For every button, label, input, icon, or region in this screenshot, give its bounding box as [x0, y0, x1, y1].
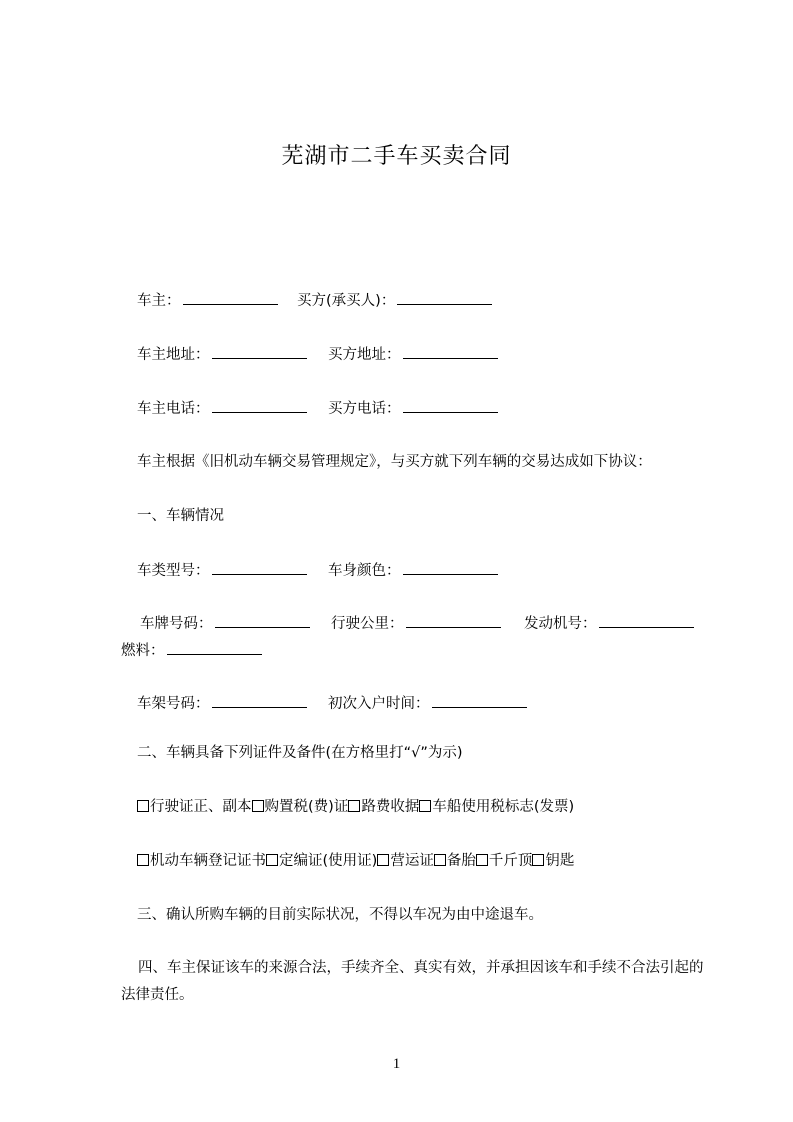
checkbox[interactable] — [434, 854, 446, 866]
doc-item: 千斤顶 — [488, 853, 533, 869]
plate-label: 车牌号码： — [140, 616, 213, 632]
checkbox[interactable] — [476, 854, 488, 866]
vehicle-model-field — [137, 560, 307, 581]
doc-item: 备胎 — [446, 853, 476, 869]
preamble: 车主根据《旧机动车辆交易管理规定》，与买方就下列车辆的交易达成如下协议： — [137, 454, 652, 470]
page-number: 1 — [392, 1056, 401, 1072]
engine-field — [524, 613, 694, 634]
plate-blank — [215, 613, 310, 628]
buyer-phone-field — [328, 398, 498, 419]
first-reg-label: 初次入户时间： — [328, 696, 430, 712]
doc-item: 购置税(费)证 — [264, 799, 349, 815]
checkbox[interactable] — [266, 854, 278, 866]
mileage-blank — [406, 613, 501, 628]
body-color-field — [328, 560, 498, 581]
vin-label: 车架号码： — [137, 696, 210, 712]
body-color-label: 车身颜色： — [328, 563, 401, 579]
doc-item: 定编证(使用证) — [279, 853, 378, 869]
checkbox[interactable] — [419, 800, 431, 812]
buyer-label: 买方(承买人)： — [297, 293, 396, 309]
owner-phone-blank — [212, 398, 307, 413]
section3: 三、确认所购车辆的目前实际状况，不得以车况为由中途退车。 — [137, 907, 543, 923]
owner-blank — [183, 290, 278, 305]
first-reg-field — [328, 693, 527, 714]
first-reg-blank — [432, 693, 527, 708]
section2-heading: 二、车辆具备下列证件及备件(在方格里打“√”为示) — [137, 745, 463, 761]
doc-item: 路费收据 — [361, 799, 420, 815]
owner-phone-label: 车主电话： — [137, 401, 210, 417]
mileage-label: 行驶公里： — [331, 616, 404, 632]
buyer-field — [297, 290, 492, 311]
owner-address-label: 车主地址： — [137, 347, 210, 363]
buyer-address-blank — [403, 344, 498, 359]
owner-field — [137, 290, 278, 311]
checkbox[interactable] — [137, 800, 149, 812]
buyer-blank — [397, 290, 492, 305]
checkbox[interactable] — [137, 854, 149, 866]
vehicle-model-blank — [212, 560, 307, 575]
section4: 四、车主保证该车的来源合法，手续齐全、真实有效，并承担因该车和手续不合法引起的法律责任。 — [121, 960, 704, 1003]
checkbox[interactable] — [377, 854, 389, 866]
checkbox[interactable] — [348, 800, 360, 812]
mileage-field — [331, 613, 501, 634]
buyer-address-field — [328, 344, 498, 365]
doc-item: 营运证 — [390, 853, 434, 869]
vehicle-model-label: 车类型号： — [137, 563, 210, 579]
buyer-phone-label: 买方电话： — [328, 401, 401, 417]
vin-blank — [212, 693, 307, 708]
fuel-blank — [167, 640, 262, 655]
owner-address-field — [137, 344, 307, 365]
owner-phone-field — [137, 398, 307, 419]
checkbox[interactable] — [252, 800, 264, 812]
section1-heading: 一、车辆情况 — [137, 508, 224, 524]
owner-label: 车主： — [137, 293, 181, 309]
doc-item: 钥匙 — [545, 853, 575, 869]
engine-label: 发动机号： — [524, 616, 597, 632]
doc-item: 行驶证正、副本 — [150, 799, 252, 815]
doc-item: 车船使用税标志(发票) — [432, 799, 575, 815]
page-title: 芜湖市二手车买卖合同 — [281, 144, 512, 169]
docs-row-2 — [137, 851, 574, 871]
doc-item: 机动车辆登记证书 — [150, 853, 266, 869]
checkbox[interactable] — [532, 854, 544, 866]
plate-field — [140, 613, 310, 634]
body-color-blank — [403, 560, 498, 575]
fuel-label: 燃料： — [121, 643, 165, 659]
docs-row-1 — [137, 797, 574, 817]
buyer-address-label: 买方地址： — [328, 347, 401, 363]
fuel-field — [121, 640, 262, 661]
engine-blank — [599, 613, 694, 628]
buyer-phone-blank — [403, 398, 498, 413]
owner-address-blank — [212, 344, 307, 359]
vin-field — [137, 693, 307, 714]
